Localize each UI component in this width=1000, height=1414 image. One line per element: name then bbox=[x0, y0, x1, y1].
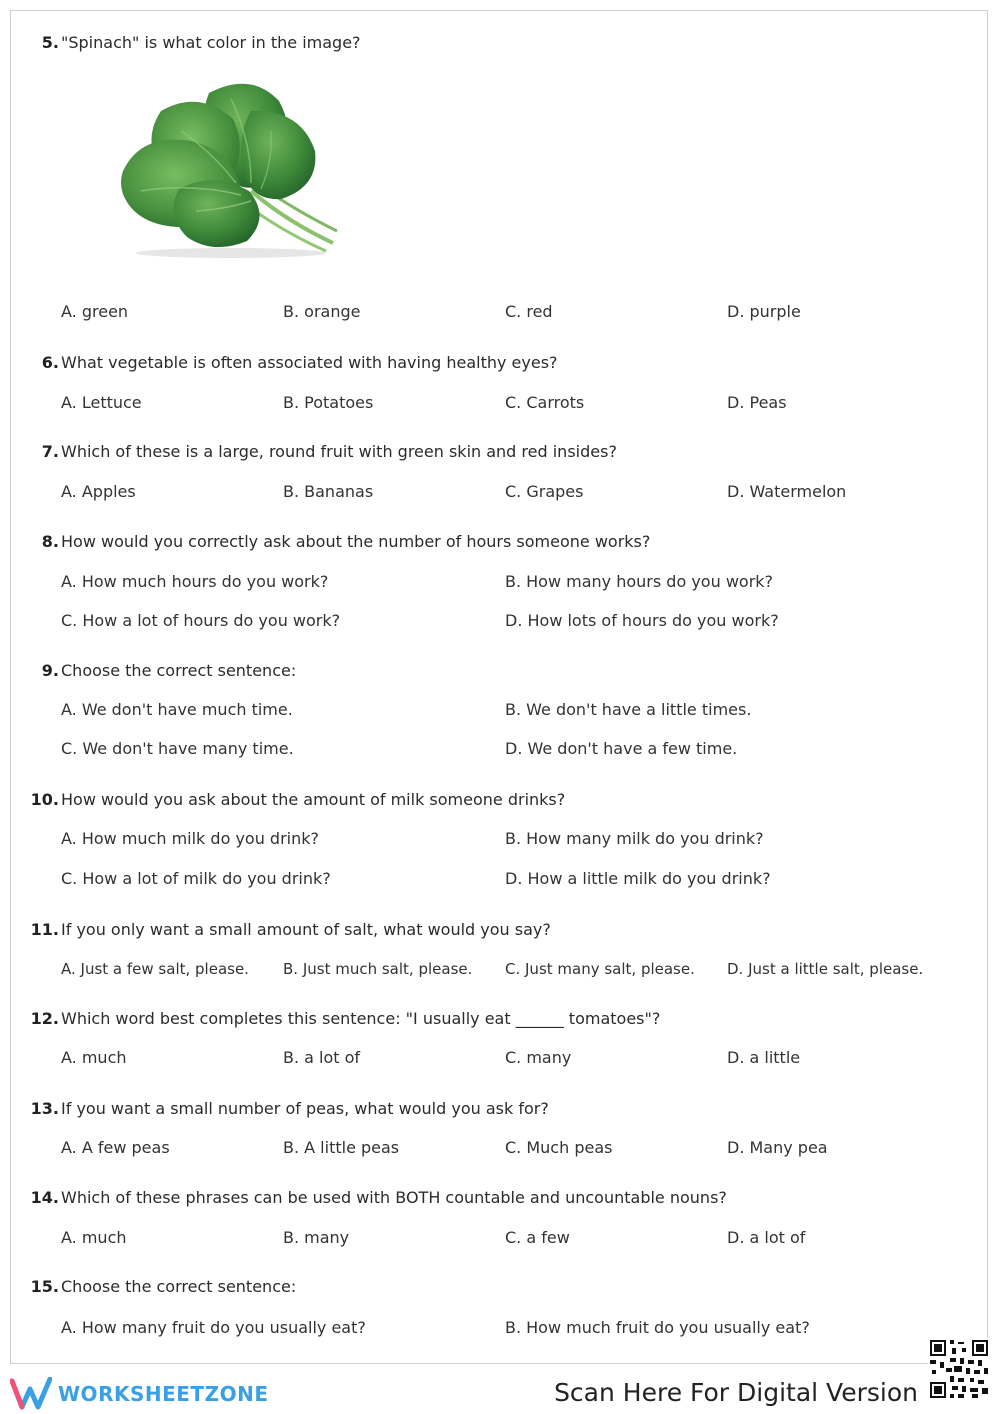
option-b[interactable]: B. Bananas bbox=[283, 482, 374, 501]
question-text: If you only want a small amount of salt, what would you say? bbox=[61, 920, 551, 939]
option-a[interactable]: A. Apples bbox=[61, 482, 136, 501]
option-a[interactable]: A. How much hours do you work? bbox=[61, 572, 329, 591]
option-c[interactable]: C. a few bbox=[505, 1228, 570, 1247]
option-c[interactable]: C. We don't have many time. bbox=[61, 739, 294, 758]
question-number: 5. bbox=[41, 33, 59, 52]
option-c[interactable]: C. How a lot of hours do you work? bbox=[61, 611, 341, 630]
scan-here-text: Scan Here For Digital Version bbox=[554, 1378, 918, 1407]
option-b[interactable]: B. How much fruit do you usually eat? bbox=[505, 1318, 810, 1337]
option-a[interactable]: A. much bbox=[61, 1228, 127, 1247]
option-d[interactable]: D. How a little milk do you drink? bbox=[505, 869, 771, 888]
footer bbox=[0, 1366, 1000, 1414]
worksheetzone-logo[interactable] bbox=[10, 1376, 268, 1412]
question-text: Which word best completes this sentence: "I usually eat ______ tomatoes"? bbox=[61, 1009, 661, 1028]
question-text: What vegetable is often associated with having healthy eyes? bbox=[61, 353, 558, 372]
option-c[interactable]: C. red bbox=[505, 302, 553, 321]
option-d[interactable]: D. Many pea bbox=[727, 1138, 828, 1157]
option-c[interactable]: C. Just many salt, please. bbox=[505, 960, 695, 978]
question-number: 7. bbox=[41, 442, 59, 461]
option-b[interactable]: B. many bbox=[283, 1228, 350, 1247]
question-text: Which of these is a large, round fruit with green skin and red insides? bbox=[61, 442, 617, 461]
option-a[interactable]: A. green bbox=[61, 302, 129, 321]
question-number: 13. bbox=[30, 1099, 59, 1118]
option-b[interactable]: B. Potatoes bbox=[283, 393, 374, 412]
worksheetzone-w-icon bbox=[10, 1377, 52, 1411]
question-text: "Spinach" is what color in the image? bbox=[61, 33, 361, 52]
question-text: Choose the correct sentence: bbox=[61, 1277, 297, 1296]
question-text: Choose the correct sentence: bbox=[61, 661, 297, 680]
option-d[interactable]: D. a lot of bbox=[727, 1228, 806, 1247]
question-text: How would you correctly ask about the number of hours someone works? bbox=[61, 532, 651, 551]
option-a[interactable]: A. Lettuce bbox=[61, 393, 142, 412]
option-d[interactable]: D. purple bbox=[727, 302, 801, 321]
question-text: Which of these phrases can be used with BOTH countable and uncountable nouns? bbox=[61, 1188, 727, 1207]
option-d[interactable]: D. How lots of hours do you work? bbox=[505, 611, 779, 630]
option-d[interactable]: D. Watermelon bbox=[727, 482, 847, 501]
option-a[interactable]: A. How many fruit do you usually eat? bbox=[61, 1318, 366, 1337]
question-number: 9. bbox=[41, 661, 59, 680]
question-number: 14. bbox=[30, 1188, 59, 1207]
question-number: 11. bbox=[30, 920, 59, 939]
option-c[interactable]: C. How a lot of milk do you drink? bbox=[61, 869, 331, 888]
spinach-leaves-image bbox=[101, 71, 341, 261]
worksheet-page bbox=[10, 10, 988, 1364]
question-number: 6. bbox=[41, 353, 59, 372]
option-d[interactable]: D. Just a little salt, please. bbox=[727, 960, 924, 978]
option-d[interactable]: D. We don't have a few time. bbox=[505, 739, 738, 758]
option-d[interactable]: D. Peas bbox=[727, 393, 787, 412]
option-a[interactable]: A. We don't have much time. bbox=[61, 700, 293, 719]
option-c[interactable]: C. Grapes bbox=[505, 482, 584, 501]
logo-text: WORKSHEETZONE bbox=[58, 1382, 269, 1406]
question-number: 12. bbox=[30, 1009, 59, 1028]
option-a[interactable]: A. much bbox=[61, 1048, 127, 1067]
question-number: 8. bbox=[41, 532, 59, 551]
option-b[interactable]: B. a lot of bbox=[283, 1048, 361, 1067]
option-b[interactable]: B. A little peas bbox=[283, 1138, 400, 1157]
question-text: How would you ask about the amount of milk someone drinks? bbox=[61, 790, 566, 809]
question-number: 15. bbox=[30, 1277, 59, 1296]
option-b[interactable]: B. How many hours do you work? bbox=[505, 572, 774, 591]
question-text: If you want a small number of peas, what would you ask for? bbox=[61, 1099, 549, 1118]
option-a[interactable]: A. How much milk do you drink? bbox=[61, 829, 319, 848]
question-number: 10. bbox=[30, 790, 59, 809]
option-c[interactable]: C. Much peas bbox=[505, 1138, 613, 1157]
option-a[interactable]: A. A few peas bbox=[61, 1138, 170, 1157]
qr-code-icon[interactable] bbox=[928, 1338, 990, 1400]
option-d[interactable]: D. a little bbox=[727, 1048, 801, 1067]
option-c[interactable]: C. Carrots bbox=[505, 393, 585, 412]
option-b[interactable]: B. We don't have a little times. bbox=[505, 700, 752, 719]
option-b[interactable]: B. How many milk do you drink? bbox=[505, 829, 764, 848]
option-a[interactable]: A. Just a few salt, please. bbox=[61, 960, 249, 978]
option-b[interactable]: B. orange bbox=[283, 302, 361, 321]
option-b[interactable]: B. Just much salt, please. bbox=[283, 960, 473, 978]
option-c[interactable]: C. many bbox=[505, 1048, 572, 1067]
